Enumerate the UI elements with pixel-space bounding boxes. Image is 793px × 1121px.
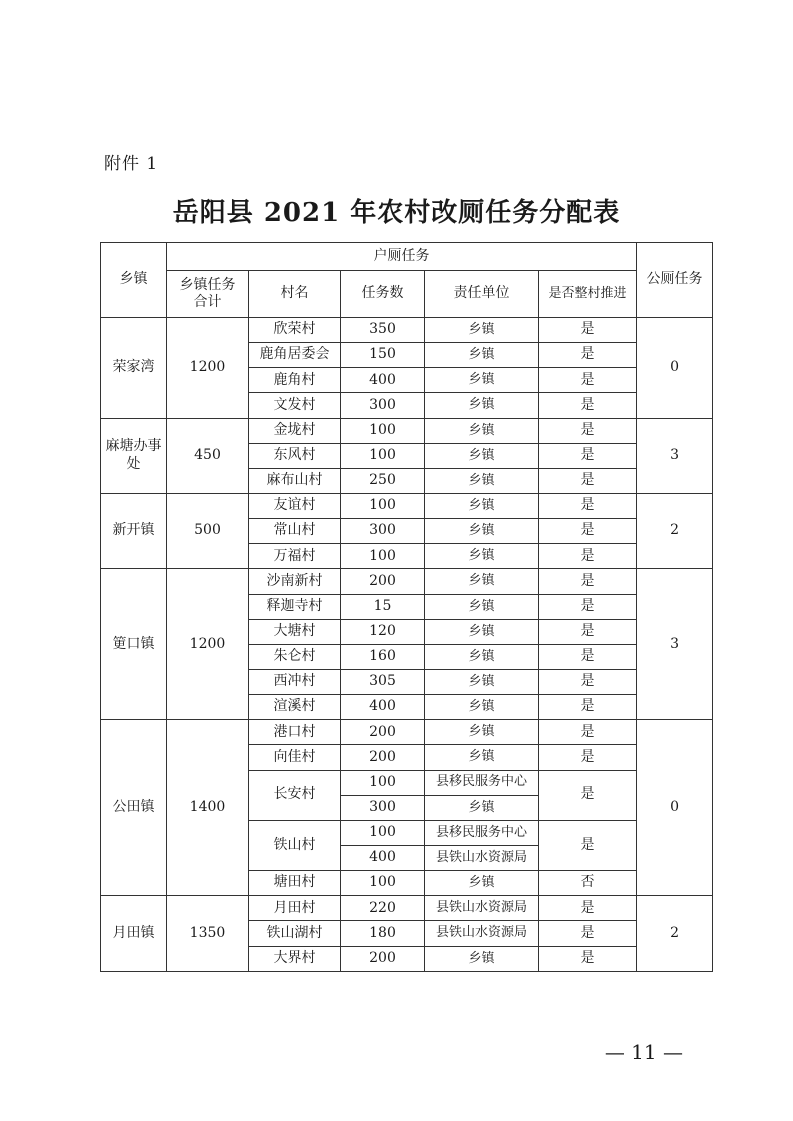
task-count-cell: 100 <box>341 418 425 443</box>
township-cell: 月田镇 <box>101 896 167 972</box>
task-count-cell: 200 <box>341 720 425 745</box>
responsible-unit-cell: 县铁山水资源局 <box>425 921 539 946</box>
table-body <box>101 243 713 972</box>
whole-village-cell: 是 <box>539 921 637 946</box>
village-cell: 欣荣村 <box>249 318 341 343</box>
task-count-cell: 100 <box>341 820 425 845</box>
village-cell: 文发村 <box>249 393 341 418</box>
header-township: 乡镇 <box>101 243 167 318</box>
task-count-cell: 400 <box>341 368 425 393</box>
header-public-toilet: 公厕任务 <box>637 243 713 318</box>
village-cell: 鹿角居委会 <box>249 343 341 368</box>
whole-village-cell: 是 <box>539 896 637 921</box>
task-count-cell: 305 <box>341 669 425 694</box>
task-count-cell: 220 <box>341 896 425 921</box>
whole-village-cell: 否 <box>539 871 637 896</box>
responsible-unit-cell: 乡镇 <box>425 544 539 569</box>
whole-village-cell: 是 <box>539 343 637 368</box>
table-row <box>101 569 713 594</box>
table-row <box>101 418 713 443</box>
village-cell: 友谊村 <box>249 494 341 519</box>
public-toilet-cell: 3 <box>637 569 713 720</box>
whole-village-cell: 是 <box>539 368 637 393</box>
village-cell: 向佳村 <box>249 745 341 770</box>
whole-village-cell: 是 <box>539 594 637 619</box>
header-township-total: 乡镇任务合计 <box>167 271 249 318</box>
whole-village-cell: 是 <box>539 820 637 870</box>
header-whole-village: 是否整村推进 <box>539 271 637 318</box>
responsible-unit-cell: 乡镇 <box>425 594 539 619</box>
township-cell: 麻塘办事处 <box>101 418 167 493</box>
header-household-task: 户厕任务 <box>167 243 637 271</box>
village-cell: 铁山村 <box>249 820 341 870</box>
responsible-unit-cell: 乡镇 <box>425 619 539 644</box>
task-count-cell: 200 <box>341 569 425 594</box>
table-row <box>101 318 713 343</box>
village-cell: 释迦寺村 <box>249 594 341 619</box>
village-cell: 塘田村 <box>249 871 341 896</box>
village-cell: 朱仑村 <box>249 644 341 669</box>
township-total-cell: 1400 <box>167 720 249 896</box>
village-cell: 铁山湖村 <box>249 921 341 946</box>
village-cell: 常山村 <box>249 519 341 544</box>
township-cell: 筻口镇 <box>101 569 167 720</box>
village-cell: 大塘村 <box>249 619 341 644</box>
village-cell: 港口村 <box>249 720 341 745</box>
responsible-unit-cell: 乡镇 <box>425 318 539 343</box>
village-cell: 长安村 <box>249 770 341 820</box>
village-cell: 麻布山村 <box>249 468 341 493</box>
task-count-cell: 300 <box>341 795 425 820</box>
table-row <box>101 494 713 519</box>
village-cell: 鹿角村 <box>249 368 341 393</box>
township-total-cell: 500 <box>167 494 249 569</box>
responsible-unit-cell: 乡镇 <box>425 519 539 544</box>
whole-village-cell: 是 <box>539 494 637 519</box>
whole-village-cell: 是 <box>539 669 637 694</box>
township-cell: 公田镇 <box>101 720 167 896</box>
task-count-cell: 400 <box>341 695 425 720</box>
task-count-cell: 300 <box>341 393 425 418</box>
village-cell: 沙南新村 <box>249 569 341 594</box>
task-count-cell: 160 <box>341 644 425 669</box>
township-total-cell: 1200 <box>167 569 249 720</box>
attachment-label: 附件 1 <box>104 154 159 174</box>
whole-village-cell: 是 <box>539 418 637 443</box>
responsible-unit-cell: 县铁山水资源局 <box>425 845 539 870</box>
responsible-unit-cell: 乡镇 <box>425 418 539 443</box>
whole-village-cell: 是 <box>539 946 637 971</box>
responsible-unit-cell: 乡镇 <box>425 393 539 418</box>
task-count-cell: 100 <box>341 494 425 519</box>
table-row <box>101 720 713 745</box>
responsible-unit-cell: 乡镇 <box>425 795 539 820</box>
task-count-cell: 100 <box>341 544 425 569</box>
responsible-unit-cell: 乡镇 <box>425 745 539 770</box>
public-toilet-cell: 2 <box>637 896 713 972</box>
header-responsible-unit: 责任单位 <box>425 271 539 318</box>
task-count-cell: 100 <box>341 871 425 896</box>
responsible-unit-cell: 乡镇 <box>425 569 539 594</box>
task-count-cell: 200 <box>341 745 425 770</box>
responsible-unit-cell: 乡镇 <box>425 468 539 493</box>
task-count-cell: 200 <box>341 946 425 971</box>
header-row-2 <box>101 271 713 318</box>
whole-village-cell: 是 <box>539 619 637 644</box>
whole-village-cell: 是 <box>539 695 637 720</box>
township-total-cell: 450 <box>167 418 249 493</box>
village-cell: 金垅村 <box>249 418 341 443</box>
page-number: — 11 — <box>604 1040 683 1064</box>
whole-village-cell: 是 <box>539 644 637 669</box>
responsible-unit-cell: 乡镇 <box>425 720 539 745</box>
public-toilet-cell: 0 <box>637 720 713 896</box>
responsible-unit-cell: 乡镇 <box>425 368 539 393</box>
whole-village-cell: 是 <box>539 544 637 569</box>
responsible-unit-cell: 乡镇 <box>425 343 539 368</box>
task-count-cell: 120 <box>341 619 425 644</box>
responsible-unit-cell: 乡镇 <box>425 946 539 971</box>
township-total-cell: 1200 <box>167 318 249 419</box>
whole-village-cell: 是 <box>539 318 637 343</box>
village-cell: 万福村 <box>249 544 341 569</box>
whole-village-cell: 是 <box>539 720 637 745</box>
responsible-unit-cell: 乡镇 <box>425 644 539 669</box>
township-cell: 新开镇 <box>101 494 167 569</box>
task-count-cell: 15 <box>341 594 425 619</box>
village-cell: 东风村 <box>249 443 341 468</box>
village-cell: 月田村 <box>249 896 341 921</box>
task-count-cell: 350 <box>341 318 425 343</box>
whole-village-cell: 是 <box>539 468 637 493</box>
responsible-unit-cell: 乡镇 <box>425 695 539 720</box>
township-total-cell: 1350 <box>167 896 249 972</box>
responsible-unit-cell: 乡镇 <box>425 669 539 694</box>
whole-village-cell: 是 <box>539 569 637 594</box>
public-toilet-cell: 2 <box>637 494 713 569</box>
task-count-cell: 150 <box>341 343 425 368</box>
document-title: 岳阳县 2021 年农村改厕任务分配表 <box>172 198 621 228</box>
whole-village-cell: 是 <box>539 745 637 770</box>
village-cell: 大界村 <box>249 946 341 971</box>
whole-village-cell: 是 <box>539 770 637 820</box>
task-count-cell: 100 <box>341 770 425 795</box>
responsible-unit-cell: 乡镇 <box>425 443 539 468</box>
village-cell: 渲溪村 <box>249 695 341 720</box>
responsible-unit-cell: 县移民服务中心 <box>425 820 539 845</box>
task-count-cell: 250 <box>341 468 425 493</box>
public-toilet-cell: 0 <box>637 318 713 419</box>
task-count-cell: 180 <box>341 921 425 946</box>
task-count-cell: 300 <box>341 519 425 544</box>
public-toilet-cell: 3 <box>637 418 713 493</box>
responsible-unit-cell: 乡镇 <box>425 494 539 519</box>
header-village: 村名 <box>249 271 341 318</box>
whole-village-cell: 是 <box>539 393 637 418</box>
whole-village-cell: 是 <box>539 519 637 544</box>
task-allocation-table <box>100 242 713 972</box>
whole-village-cell: 是 <box>539 443 637 468</box>
responsible-unit-cell: 乡镇 <box>425 871 539 896</box>
table-row <box>101 896 713 921</box>
task-count-cell: 100 <box>341 443 425 468</box>
header-task-count: 任务数 <box>341 271 425 318</box>
responsible-unit-cell: 县铁山水资源局 <box>425 896 539 921</box>
header-row-1 <box>101 243 713 271</box>
village-cell: 西冲村 <box>249 669 341 694</box>
task-count-cell: 400 <box>341 845 425 870</box>
responsible-unit-cell: 县移民服务中心 <box>425 770 539 795</box>
township-cell: 荣家湾 <box>101 318 167 419</box>
